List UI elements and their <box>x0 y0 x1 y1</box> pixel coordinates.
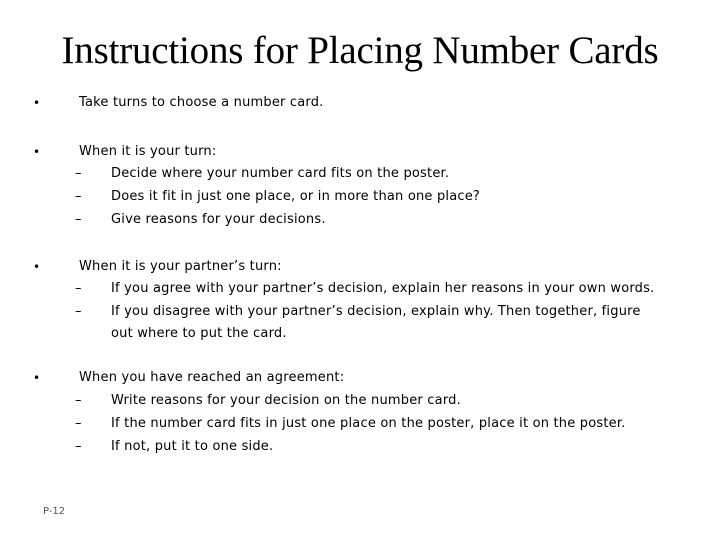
sub-text: If the number card fits in just one place on the poster, place it on the poster. <box>111 416 626 431</box>
sub-text: Decide where your number card fits on the poster. <box>111 166 450 181</box>
sub-text: If you disagree with your partner’s decision, explain why. Then together, figure out where to put the card. <box>111 304 641 341</box>
slide-title: Instructions for Placing Number Cards <box>61 29 659 72</box>
bullet-text: When you have reached an agreement: <box>79 370 345 385</box>
bullet-dot: • <box>33 371 41 385</box>
sub-text: Write reasons for your decision on the number card. <box>111 393 461 408</box>
sub-text: Does it fit in just one place, or in more than one place? <box>111 189 481 204</box>
dash-glyph: – <box>75 212 82 227</box>
dash-glyph: – <box>75 189 82 204</box>
dash-glyph: – <box>75 304 82 319</box>
dash-glyph: – <box>75 281 82 296</box>
bullet-text: When it is your partner’s turn: <box>79 259 282 274</box>
sub-text: If you agree with your partner’s decision, explain her reasons in your own words. <box>111 281 655 296</box>
bullet-text: Take turns to choose a number card. <box>79 95 324 110</box>
dash-glyph: – <box>75 393 82 408</box>
bullet-dot: • <box>33 96 41 110</box>
sub-text: If not, put it to one side. <box>111 439 274 454</box>
bullet-dot: • <box>33 145 41 159</box>
sub-text: Give reasons for your decisions. <box>111 212 326 227</box>
bullet-text: When it is your turn: <box>79 144 217 159</box>
bullet-dot: • <box>33 260 41 274</box>
page-number: P-12 <box>43 506 66 517</box>
dash-glyph: – <box>75 166 82 181</box>
dash-glyph: – <box>75 416 82 431</box>
dash-glyph: – <box>75 439 82 454</box>
